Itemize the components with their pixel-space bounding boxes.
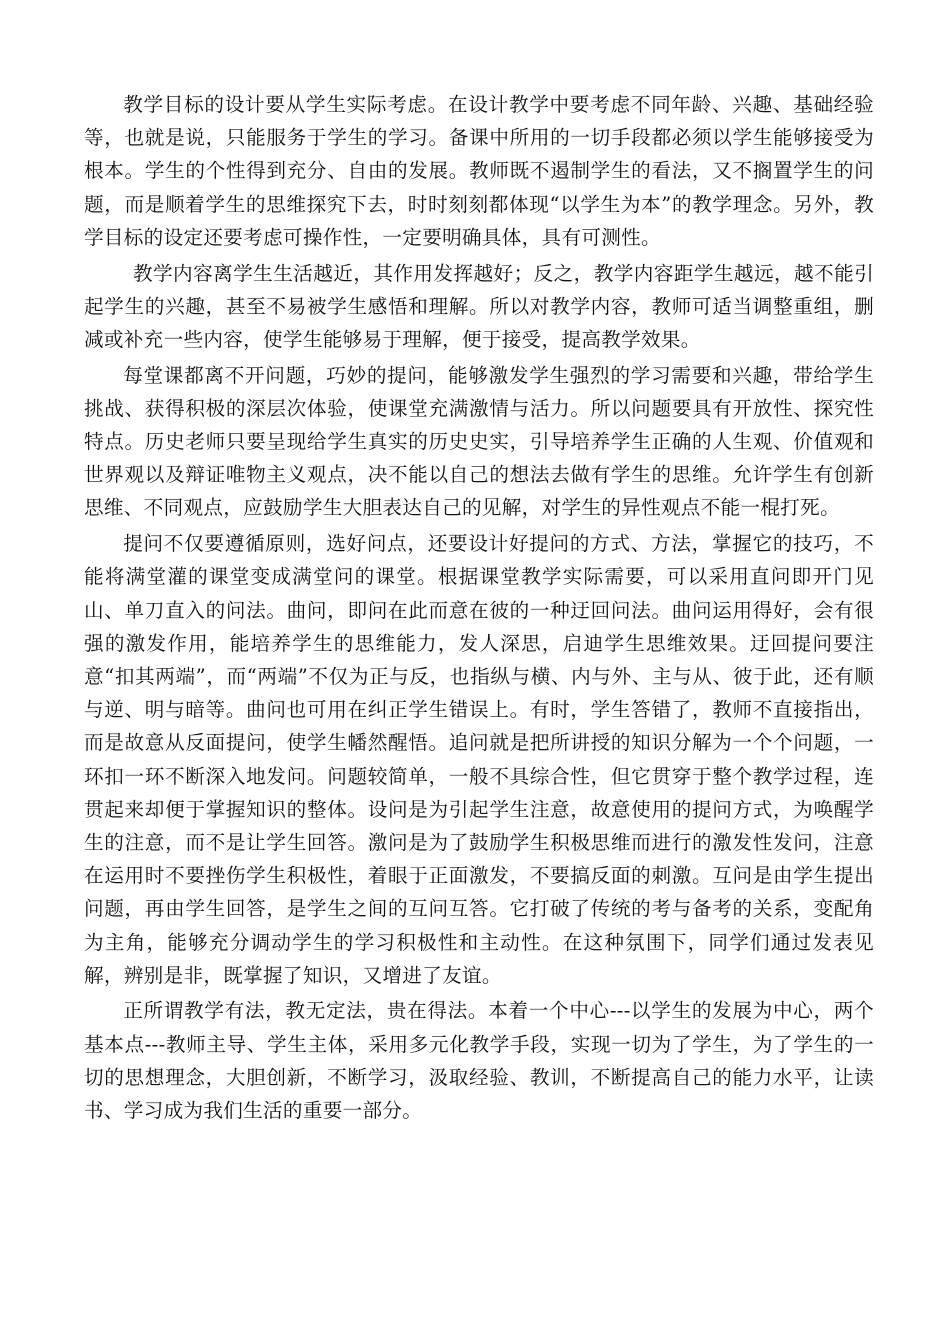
document-body (84, 88, 874, 1130)
paragraph-conclusion: 正所谓教学有法，教无定法，贵在得法。本着一个中心---以学生的发展为中心，两个基本点---教师主导、学生主体，采用多元化教学手段，实现一切为了学生，为了学生的一切的思想理念，大胆创新，不断学习，汲取经验、教训，不断提高自己的能力水平，让读书、学习成为我们生活的重要一部分。 (84, 999, 874, 1123)
paragraph-questioning-methods: 提问不仅要遵循原则，选好问点，还要设计好提问的方式、方法，掌握它的技巧，不能将满堂灌的课堂变成满堂问的课堂。根据课堂教学实际需要，可以采用直问即开门见山、单刀直入的问法。曲问，即问在此而意在彼的一种迂回问法。曲问运用得好，会有很强的激发作用，能培养学生的思维能力，发人深思，启迪学生思维效果。迂回提问要注意“扣其两端”，而“两端”不仅为正与反，也指纵与横、内与外、主与从、彼于此，还有顺与逆、明与暗等。曲问也可用在纠正学生错误上。有时，学生答错了，教师不直接指出，而是故意从反面提问，使学生幡然醒悟。追问就是把所讲授的知识分解为一个个问题，一环扣一环不断深入地发问。问题较简单，一般不具综合性，但它贯穿于整个教学过程，连贯起来却便于掌握知识的整体。设问是为引起学生注意，故意使用的提问方式，为唤醒学生的注意，而不是让学生回答。激问是为了鼓励学生积极思维而进行的激发性发问，注意在运用时不要挫伤学生积极性，着眼于正面激发，不要搞反面的刺激。互问是由学生提出问题，再由学生回答，是学生之间的互问互答。它打破了传统的考与备考的关系，变配角为主角，能够充分调动学生的学习积极性和主动性。在这种氛围下，同学们通过发表见解，辨别是非，既掌握了知识，又增进了友谊。 (84, 532, 874, 987)
paragraph-teaching-objectives: 教学目标的设计要从学生实际考虑。在设计教学中要考虑不同年龄、兴趣、基础经验等，也就是说，只能服务于学生的学习。备课中所用的一切手段都必须以学生能够接受为根本。学生的个性得到充分、自由的发展。教师既不遏制学生的看法，又不搁置学生的问题，而是顺着学生的思维探究下去，时时刻刻都体现“以学生为本”的教学理念。另外，教学目标的设定还要考虑可操作性，一定要明确具体，具有可测性。 (84, 93, 874, 249)
paragraph-questioning: 每堂课都离不开问题，巧妙的提问，能够激发学生强烈的学习需要和兴趣，带给学生挑战、获得积极的深层次体验，使课堂充满激情与活力。所以问题要具有开放性、探究性特点。历史老师只要呈现给学生真实的历史史实，引导培养学生正确的人生观、价值观和世界观以及辩证唯物主义观点，决不能以自己的想法去做有学生的思维。允许学生有创新思维、不同观点，应鼓励学生大胆表达自己的见解，对学生的异性观点不能一棍打死。 (84, 363, 874, 520)
paragraph-teaching-content: 教学内容离学生生活越近，其作用发挥越好；反之，教学内容距学生越远，越不能引起学生的兴趣，甚至不易被学生感悟和理解。所以对教学内容，教师可适当调整重组，删减或补充一些内容，使学生能够易于理解，便于接受，提高教学效果。 (84, 261, 874, 351)
